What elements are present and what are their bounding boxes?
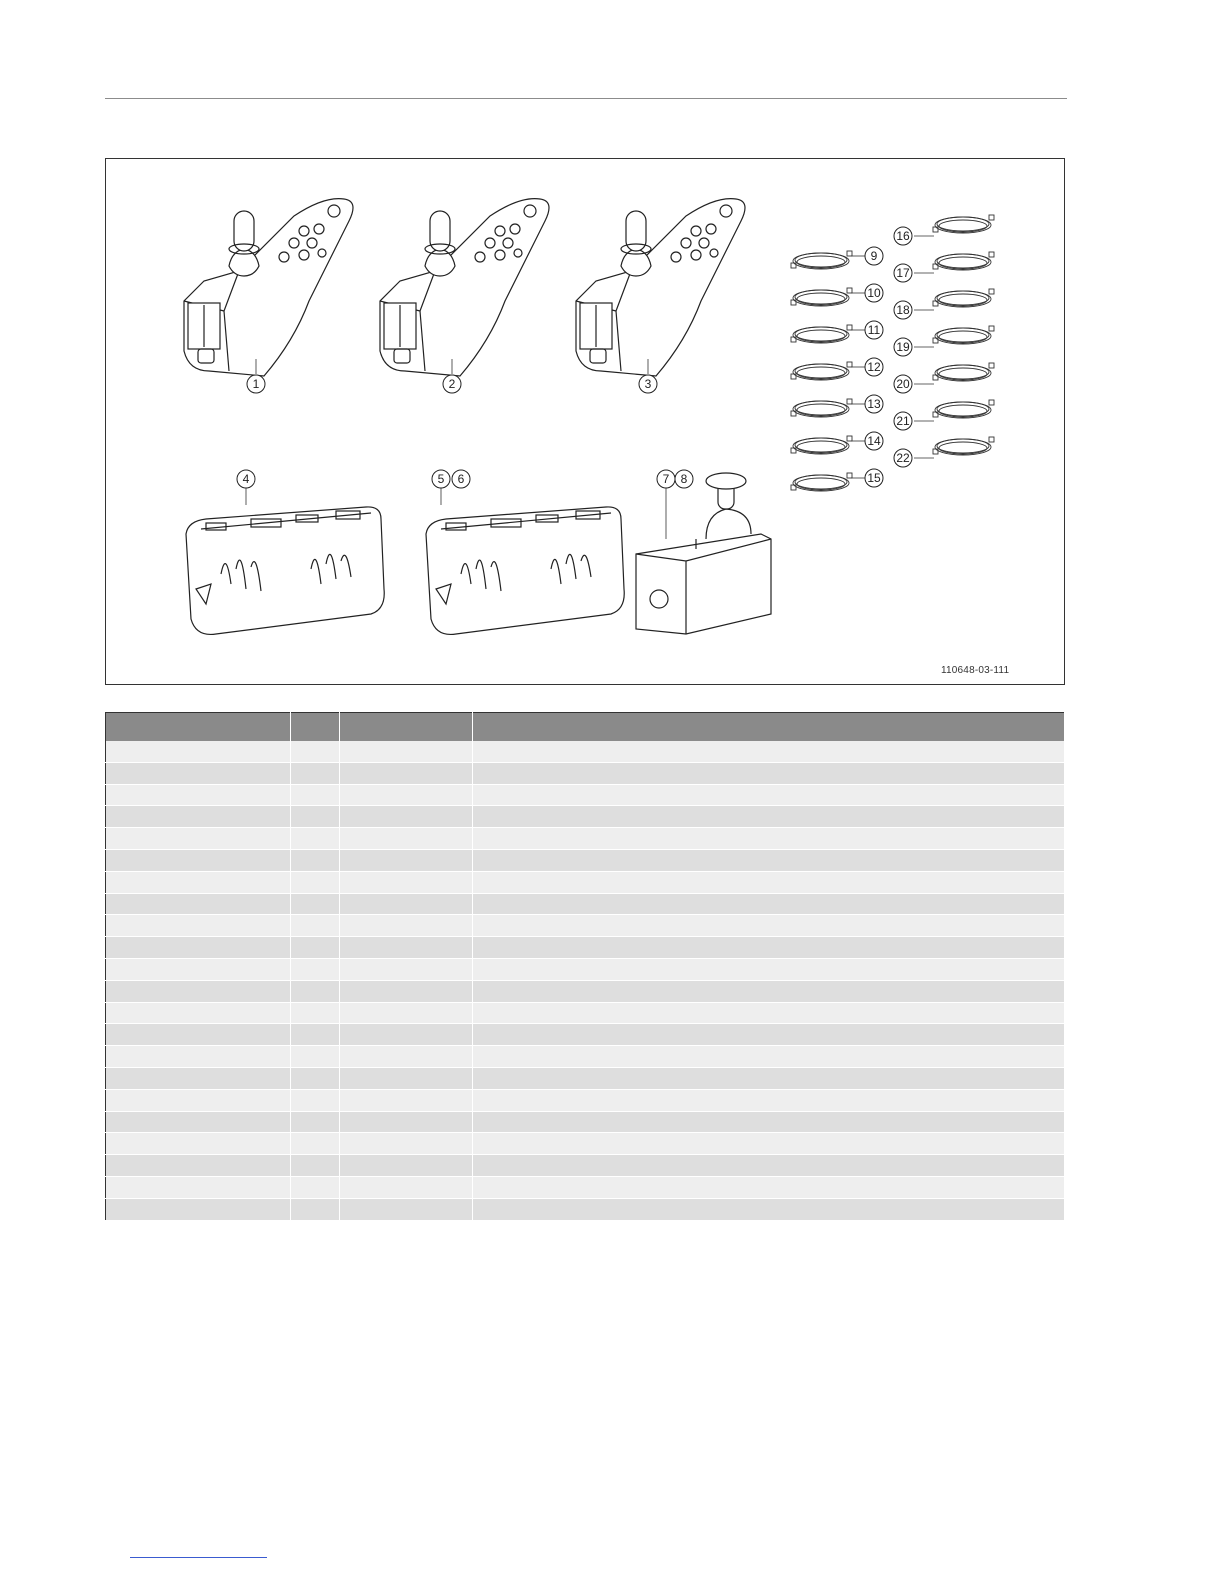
table-cell xyxy=(106,1046,291,1068)
table-cell xyxy=(473,1111,1065,1133)
table-cell xyxy=(473,1198,1065,1220)
table-cell xyxy=(291,1067,340,1089)
callout-14 xyxy=(865,432,883,450)
table-cell xyxy=(340,1067,473,1089)
table-cell xyxy=(291,741,340,762)
callout-15 xyxy=(865,469,883,487)
callout-number: 21 xyxy=(896,414,910,428)
callout-number: 5 xyxy=(437,472,445,486)
table-row xyxy=(106,1067,1065,1089)
callout-20 xyxy=(894,375,912,393)
callout-18 xyxy=(894,301,912,319)
table-cell xyxy=(106,828,291,850)
table-row xyxy=(106,1155,1065,1177)
callout-number: 9 xyxy=(870,249,878,263)
cable-column-left xyxy=(791,251,852,491)
callout-number: 11 xyxy=(867,323,881,337)
table-cell xyxy=(291,1176,340,1198)
callout-7 xyxy=(657,470,675,488)
leader-lines xyxy=(246,236,934,539)
table-cell xyxy=(473,849,1065,871)
table-cell xyxy=(106,1089,291,1111)
column-header xyxy=(340,713,473,742)
callout-16 xyxy=(894,227,912,245)
callout-19 xyxy=(894,338,912,356)
table-cell xyxy=(106,1133,291,1155)
table-cell xyxy=(291,1111,340,1133)
callout-number: 4 xyxy=(242,472,250,486)
table-cell xyxy=(291,1198,340,1220)
table-cell xyxy=(473,828,1065,850)
callout-10 xyxy=(865,284,883,302)
table-row xyxy=(106,1046,1065,1068)
callout-number: 15 xyxy=(867,471,881,485)
table-cell xyxy=(473,1155,1065,1177)
table-cell xyxy=(291,937,340,959)
column-header xyxy=(473,713,1065,742)
table-cell xyxy=(340,806,473,828)
table-cell xyxy=(473,1067,1065,1089)
callout-11 xyxy=(865,321,883,339)
table-cell xyxy=(340,1176,473,1198)
table-cell xyxy=(340,871,473,893)
callout-number: 6 xyxy=(457,472,465,486)
remote-3 xyxy=(576,199,745,376)
callout-5 xyxy=(432,470,450,488)
callout-number: 2 xyxy=(448,377,456,391)
table-cell xyxy=(106,1024,291,1046)
table-cell xyxy=(106,1067,291,1089)
callout-9 xyxy=(865,247,883,265)
callout-number: 1 xyxy=(252,377,260,391)
remote-2 xyxy=(380,199,549,376)
table-cell xyxy=(106,937,291,959)
table-cell xyxy=(473,762,1065,784)
table-cell xyxy=(340,937,473,959)
callout-21 xyxy=(894,412,912,430)
power-module-5-6 xyxy=(426,507,624,635)
table-cell xyxy=(473,915,1065,937)
table-cell xyxy=(473,1002,1065,1024)
table-cell xyxy=(340,980,473,1002)
callout-number: 14 xyxy=(867,434,881,448)
table-cell xyxy=(291,806,340,828)
table-cell xyxy=(106,1176,291,1198)
table-cell xyxy=(340,828,473,850)
table-cell xyxy=(291,1002,340,1024)
callout-17 xyxy=(894,264,912,282)
table-cell xyxy=(473,958,1065,980)
table-cell xyxy=(291,762,340,784)
table-cell xyxy=(291,958,340,980)
table-cell xyxy=(106,849,291,871)
parts-table xyxy=(105,712,1065,1221)
callout-number: 18 xyxy=(896,303,910,317)
table-cell xyxy=(340,1002,473,1024)
table-cell xyxy=(473,937,1065,959)
table-cell xyxy=(340,849,473,871)
table-cell xyxy=(106,784,291,806)
table-row xyxy=(106,806,1065,828)
table-cell xyxy=(340,741,473,762)
callout-number: 12 xyxy=(867,360,881,374)
table-cell xyxy=(473,893,1065,915)
table-cell xyxy=(340,893,473,915)
table-cell xyxy=(473,871,1065,893)
table-row xyxy=(106,1089,1065,1111)
illustration-drawing xyxy=(106,159,1064,684)
table-cell xyxy=(473,1024,1065,1046)
table-row xyxy=(106,1024,1065,1046)
table-body xyxy=(106,741,1065,1220)
callout-number: 7 xyxy=(662,472,670,486)
table-cell xyxy=(291,893,340,915)
table-cell xyxy=(340,958,473,980)
table-cell xyxy=(291,1024,340,1046)
callout-number: 16 xyxy=(896,229,910,243)
table-row xyxy=(106,915,1065,937)
column-header xyxy=(106,713,291,742)
table-cell xyxy=(340,915,473,937)
table-row xyxy=(106,1133,1065,1155)
table-cell xyxy=(473,741,1065,762)
callout-22 xyxy=(894,449,912,467)
table-cell xyxy=(291,1155,340,1177)
table-cell xyxy=(291,849,340,871)
table-header-row xyxy=(106,713,1065,742)
callout-number: 10 xyxy=(867,286,881,300)
table-row xyxy=(106,828,1065,850)
callout-2 xyxy=(443,375,461,393)
table-row xyxy=(106,980,1065,1002)
table-cell xyxy=(291,784,340,806)
table-row xyxy=(106,893,1065,915)
table-cell xyxy=(473,980,1065,1002)
table-row xyxy=(106,741,1065,762)
table-cell xyxy=(291,1046,340,1068)
table-cell xyxy=(106,1155,291,1177)
callout-number: 22 xyxy=(896,451,910,465)
table-row xyxy=(106,1111,1065,1133)
table-row xyxy=(106,849,1065,871)
remote-1 xyxy=(184,199,353,376)
table-row xyxy=(106,871,1065,893)
callout-1 xyxy=(247,375,265,393)
table-cell xyxy=(473,784,1065,806)
table-row xyxy=(106,1002,1065,1024)
parts-illustration xyxy=(105,158,1065,685)
table-cell xyxy=(106,980,291,1002)
table-cell xyxy=(473,1176,1065,1198)
table-cell xyxy=(340,1089,473,1111)
table-cell xyxy=(473,1046,1065,1068)
table-cell xyxy=(106,1002,291,1024)
table-cell xyxy=(340,1024,473,1046)
header-rule xyxy=(105,98,1067,99)
table-row xyxy=(106,784,1065,806)
table-cell xyxy=(340,1111,473,1133)
table-cell xyxy=(291,871,340,893)
table-cell xyxy=(106,1198,291,1220)
table-cell xyxy=(106,915,291,937)
table-cell xyxy=(106,893,291,915)
table-cell xyxy=(291,1133,340,1155)
callout-6 xyxy=(452,470,470,488)
callout-number: 13 xyxy=(867,397,881,411)
table-cell xyxy=(340,1046,473,1068)
table-cell xyxy=(291,980,340,1002)
callout-12 xyxy=(865,358,883,376)
callout-number: 19 xyxy=(896,340,910,354)
attendant-control-7-8 xyxy=(636,473,771,634)
column-header xyxy=(291,713,340,742)
footer-link-underline[interactable] xyxy=(130,1557,267,1558)
figure-code: 110648-03-111 xyxy=(941,665,1010,676)
power-module-4 xyxy=(186,507,384,635)
table-cell xyxy=(291,1089,340,1111)
table-cell xyxy=(106,806,291,828)
callout-8 xyxy=(675,470,693,488)
table-cell xyxy=(340,1155,473,1177)
table-cell xyxy=(106,958,291,980)
callout-4 xyxy=(237,470,255,488)
table-cell xyxy=(473,1089,1065,1111)
table-row xyxy=(106,958,1065,980)
callout-3 xyxy=(639,375,657,393)
table-cell xyxy=(106,1111,291,1133)
callout-number: 8 xyxy=(680,472,688,486)
table-row xyxy=(106,762,1065,784)
table-cell xyxy=(473,806,1065,828)
table-cell xyxy=(340,1198,473,1220)
table-row xyxy=(106,937,1065,959)
cable-column-right xyxy=(933,215,994,455)
table-cell xyxy=(106,871,291,893)
table-cell xyxy=(340,1133,473,1155)
table-cell xyxy=(106,762,291,784)
callout-13 xyxy=(865,395,883,413)
table-cell xyxy=(340,784,473,806)
table-cell xyxy=(106,741,291,762)
table-cell xyxy=(291,915,340,937)
callout-number: 17 xyxy=(896,266,910,280)
table-cell xyxy=(291,828,340,850)
table-cell xyxy=(340,762,473,784)
table-row xyxy=(106,1198,1065,1220)
table-cell xyxy=(473,1133,1065,1155)
callout-number: 3 xyxy=(644,377,652,391)
callout-number: 20 xyxy=(896,377,910,391)
table-row xyxy=(106,1176,1065,1198)
